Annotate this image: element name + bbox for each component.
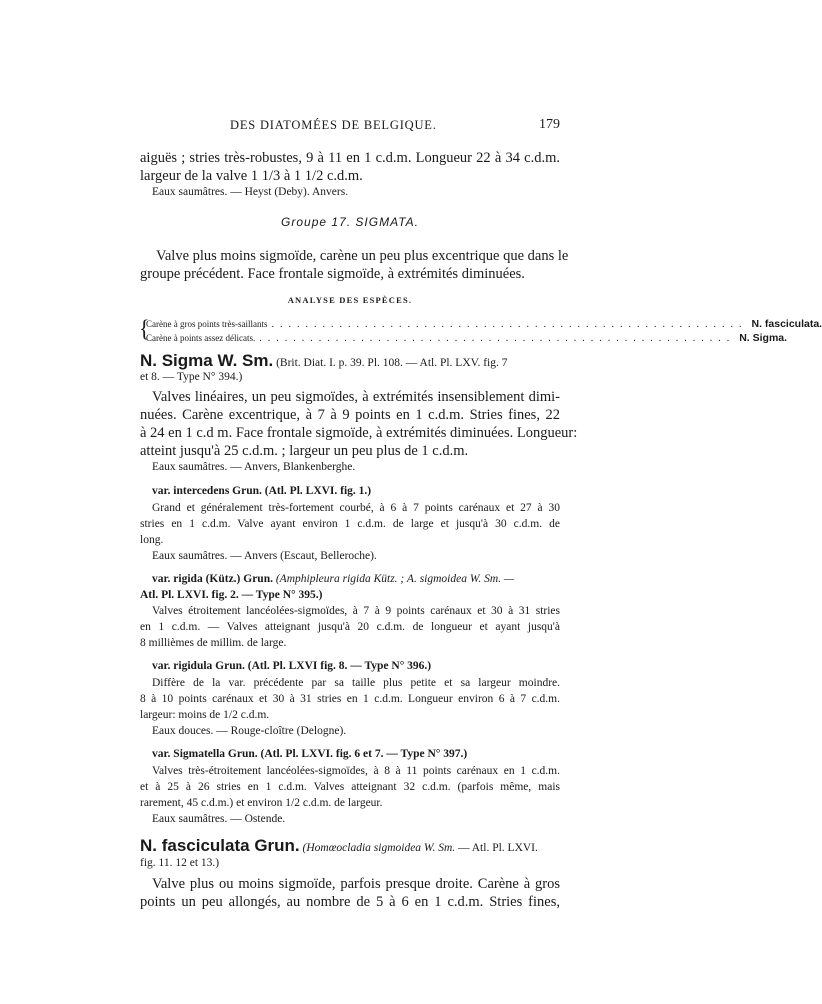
sigma-ref-1: (Brit. Diat. I. p. 39. Pl. 108. — Atl. Pl. LXV. fig. 7 bbox=[276, 357, 508, 369]
sigmatella-line-3: rarement, 45 c.d.m.) et environ 1/2 c.d.m. de largeur. bbox=[140, 797, 383, 809]
rigidula-line-3: largeur: moins de 1/2 c.d.m. bbox=[140, 709, 270, 721]
group-title: Groupe 17. SIGMATA. bbox=[281, 215, 419, 229]
fasciculata-desc-2: points un peu allongés, au nombre de 5 à 6 en 1 c.d.m. Stries fines, bbox=[140, 894, 560, 910]
key-leader-1: ........................................................ bbox=[271, 319, 748, 330]
rigida-line-3: 8 millièmes de millim. de large. bbox=[140, 637, 287, 649]
key-row-2 bbox=[146, 332, 788, 344]
sigma-habitat: Eaux saumâtres. — Anvers, Blankenberghe. bbox=[152, 461, 356, 473]
key-leader-2: ........................................................ bbox=[259, 333, 736, 344]
rigida-synonym: (Amphipleura rigida Kütz. ; A. sigmoidea W. Sm. — bbox=[275, 573, 515, 585]
rigida-line-2: en 1 c.d.m. — Valves atteignant jusqu'à 20 c.d.m. de longueur et ayant jusqu'à bbox=[140, 621, 560, 633]
rigida-head-2: Atl. Pl. LXVI. fig. 2. — Type N° 395.) bbox=[140, 589, 323, 601]
rigidula-head: var. rigidula Grun. (Atl. Pl. LXVI fig. 8. — Type N° 396.) bbox=[152, 660, 432, 672]
sigma-name: N. Sigma W. Sm. bbox=[140, 351, 274, 370]
key-result-2: N. Sigma. bbox=[739, 332, 788, 344]
rigidula-line-2: 8 à 10 points carénaux et 30 à 31 stries en 1 c.d.m. Longueur environ 6 à 7 c.d.m. bbox=[140, 693, 560, 705]
group-desc-line-1: Valve plus moins sigmoïde, carène un peu plus excentrique que dans le bbox=[156, 248, 569, 264]
intercedens-line-1: Grand et généralement très-fortement courbé, à 6 à 7 points carénaux et 27 à 30 bbox=[152, 502, 560, 514]
sigma-desc-1: Valves linéaires, un peu sigmoïdes, à extrémités insensiblement dimi- bbox=[152, 389, 560, 405]
sigmatella-habitat: Eaux saumâtres. — Ostende. bbox=[152, 813, 286, 825]
rigidula-habitat: Eaux douces. — Rouge-cloître (Delogne). bbox=[152, 725, 347, 737]
intercedens-line-3: long. bbox=[140, 534, 164, 546]
running-title: DES DIATOMÉES DE BELGIQUE. bbox=[230, 118, 437, 132]
key-label-2: Carène à points assez délicats. bbox=[146, 333, 256, 343]
rigida-head bbox=[152, 573, 560, 585]
rigida-name: var. rigida (Kütz.) Grun. bbox=[152, 573, 273, 585]
fasciculata-desc-1: Valve plus ou moins sigmoïde, parfois presque droite. Carène à gros bbox=[152, 876, 560, 892]
intro-line-1: aiguës ; stries très-robustes, 9 à 11 en 1 c.d.m. Longueur 22 à 34 c.d.m. bbox=[140, 150, 560, 166]
running-head bbox=[140, 118, 560, 136]
sigma-desc-4: atteint jusqu'à 25 c.d.m. ; largeur un peu plus de 1 c.d.m. bbox=[140, 443, 469, 459]
fasciculata-ref-2: fig. 11. 12 et 13.) bbox=[140, 857, 220, 869]
sigmatella-line-2: et à 25 à 26 stries en 1 c.d.m. Valves atteignant 32 c.d.m. (parfois même, mais bbox=[140, 781, 560, 793]
rigidula-line-1: Diffère de la var. précédente par sa taille plus petite et sa largeur moindre. bbox=[152, 677, 560, 689]
sigma-heading bbox=[140, 351, 560, 371]
sigma-desc-3: à 24 en 1 c.d m. Face frontale sigmoïde, à extrémités diminuées. Longueur: bbox=[140, 425, 578, 441]
key-label-1: Carène à gros points très-saillants bbox=[146, 319, 268, 329]
rigida-line-1: Valves étroitement lancéolées-sigmoïdes, à 7 à 9 points carénaux et 30 à 31 stries bbox=[152, 605, 560, 617]
fasciculata-synonym: (Homœocladia sigmoidea W. Sm. bbox=[302, 842, 456, 854]
fasciculata-name: N. fasciculata Grun. bbox=[140, 836, 300, 855]
brace-icon: { bbox=[139, 314, 150, 343]
fasciculata-ref: — Atl. Pl. LXVI. bbox=[458, 842, 538, 854]
sigmatella-line-1: Valves très-étroitement lancéolées-sigmoïdes, à 8 à 11 points carénaux en 1 c.d.m. bbox=[152, 765, 560, 777]
sigma-ref-2: et 8. — Type N° 394.) bbox=[140, 371, 243, 383]
analyse-heading: ANALYSE DES ESPÈCES. bbox=[287, 295, 413, 305]
intro-habitat: Eaux saumâtres. — Heyst (Deby). Anvers. bbox=[152, 186, 349, 198]
intro-line-2: largeur de la valve 1 1/3 à 1 1/2 c.d.m. bbox=[140, 168, 363, 184]
intercedens-habitat: Eaux saumâtres. — Anvers (Escaut, Belleroche). bbox=[152, 550, 377, 562]
sigmatella-head: var. Sigmatella Grun. (Atl. Pl. LXVI. fig. 6 et 7. — Type N° 397.) bbox=[152, 748, 468, 760]
group-desc-line-2: groupe précédent. Face frontale sigmoïde, à extrémités diminuées. bbox=[140, 266, 525, 282]
fasciculata-heading bbox=[140, 836, 560, 856]
sigma-desc-2: nuées. Carène excentrique, à 7 à 9 points en 1 c.d.m. Stries fines, 22 bbox=[140, 407, 560, 423]
key-row-1 bbox=[146, 318, 822, 330]
intercedens-head: var. intercedens Grun. (Atl. Pl. LXVI. fig. 1.) bbox=[152, 485, 372, 497]
intercedens-line-2: stries en 1 c.d.m. Valve ayant environ 1 c.d.m. de large et jusqu'à 30 c.d.m. de bbox=[140, 518, 560, 530]
page-number: 179 bbox=[539, 117, 560, 132]
key-result-1: N. fasciculata. bbox=[751, 318, 822, 330]
